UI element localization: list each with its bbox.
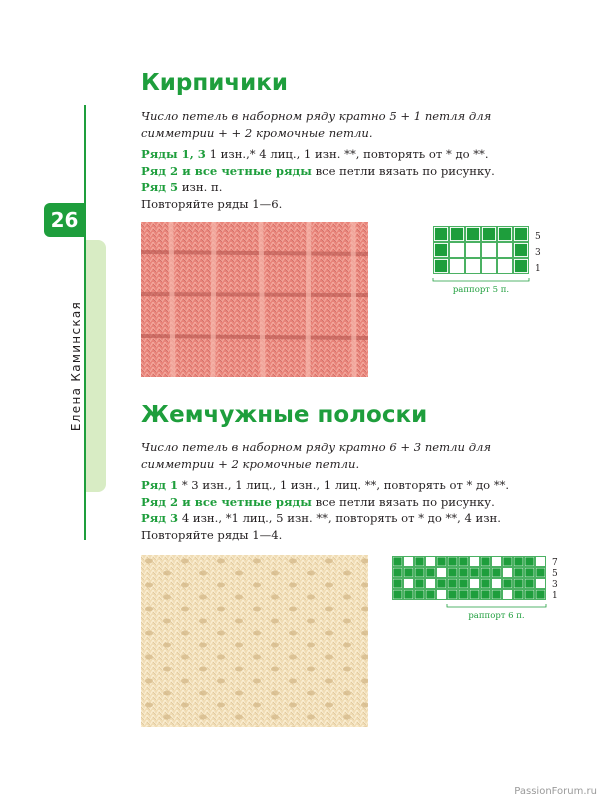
purl-stitch-mark (451, 228, 463, 240)
repeat-bracket (433, 278, 529, 281)
purl-stitch-mark (525, 579, 533, 587)
purl-stitch-mark (481, 557, 489, 565)
chart-cell (450, 243, 465, 258)
purl-stitch-mark (437, 579, 445, 587)
pattern1-chart-svg (433, 226, 543, 295)
chart-cell (404, 579, 414, 589)
chart-cell (437, 590, 447, 600)
chart-cell (404, 557, 414, 567)
row-label: Ряд 5 (141, 180, 179, 194)
row-text: все петли вязать по рисунку. (315, 163, 495, 178)
purl-stitch-mark (426, 590, 434, 598)
purl-stitch-mark (448, 568, 456, 576)
chart-row-number: 1 (552, 590, 558, 601)
purl-stitch-mark (481, 568, 489, 576)
chart-cell (450, 259, 465, 274)
row-text: изн. п. (181, 180, 223, 194)
purl-stitch-mark (459, 557, 467, 565)
purl-stitch-mark (503, 579, 511, 587)
purl-stitch-mark (514, 568, 522, 576)
pattern1-instructions (141, 108, 561, 212)
row-label: Ряд 3 (141, 511, 179, 525)
chart-row-number: 3 (535, 247, 541, 258)
purl-stitch-mark (448, 579, 456, 587)
chart-cell (426, 557, 436, 567)
pattern2-chart-svg (392, 556, 562, 621)
chart-cell (498, 243, 513, 258)
pattern1-photo (141, 222, 368, 377)
pattern1-repeat: Повторяйте ряды 1—6. (141, 196, 283, 211)
chart-cell (492, 579, 502, 589)
chart-row-number: 7 (552, 557, 558, 568)
pattern2-photo (141, 555, 368, 727)
purl-stitch-mark (525, 590, 533, 598)
purl-stitch-mark (415, 579, 423, 587)
pattern1-title: Кирпичики (141, 70, 289, 96)
purl-stitch-mark (404, 568, 412, 576)
purl-stitch-mark (467, 228, 479, 240)
purl-stitch-mark (525, 568, 533, 576)
purl-stitch-mark (514, 557, 522, 565)
pattern2-row-1 (141, 477, 561, 494)
chart-cell (470, 557, 480, 567)
purl-stitch-mark (499, 228, 511, 240)
pattern1-row-2 (141, 163, 561, 180)
chart-cell (466, 243, 481, 258)
purl-stitch-mark (393, 557, 401, 565)
chart-row-number: 1 (535, 263, 541, 274)
pattern2-repeat: Повторяйте ряды 1—4. (141, 527, 283, 542)
purl-stitch-mark (435, 228, 447, 240)
purl-stitch-mark (481, 590, 489, 598)
pattern2-instructions (141, 439, 561, 543)
purl-stitch-mark (536, 590, 544, 598)
chart-cell (503, 590, 513, 600)
purl-stitch-mark (503, 557, 511, 565)
chart-cell (492, 557, 502, 567)
row-text: 1 изн.,* 4 лиц., 1 изн. **, повторять от * до **. (209, 147, 489, 161)
pattern2-chart (392, 556, 562, 621)
repeat-label: раппорт 5 п. (452, 285, 510, 295)
purl-stitch-mark (470, 568, 478, 576)
purl-stitch-mark (515, 228, 527, 240)
chart-cell (536, 579, 546, 589)
chart-cell (482, 259, 497, 274)
purl-stitch-mark (515, 260, 527, 272)
purl-stitch-mark (415, 590, 423, 598)
chart-cell (498, 259, 513, 274)
purl-stitch-mark (415, 557, 423, 565)
purl-stitch-mark (435, 244, 447, 256)
purl-stitch-mark (393, 590, 401, 598)
purl-stitch-mark (514, 590, 522, 598)
purl-stitch-mark (393, 579, 401, 587)
chart-cell (536, 557, 546, 567)
pattern2-title: Жемчужные полоски (141, 402, 428, 428)
purl-stitch-mark (393, 568, 401, 576)
row-text: * 3 изн., 1 лиц., 1 изн., 1 лиц. **, повторять от * до **. (181, 478, 510, 492)
row-text: все петли вязать по рисунку. (315, 494, 495, 509)
purl-stitch-mark (514, 579, 522, 587)
purl-stitch-mark (492, 590, 500, 598)
chart-cell (466, 259, 481, 274)
purl-stitch-mark (459, 568, 467, 576)
chart-row-number: 5 (552, 568, 558, 579)
purl-stitch-mark (437, 557, 445, 565)
purl-stitch-mark (459, 590, 467, 598)
purl-stitch-mark (481, 579, 489, 587)
chart-cell (470, 579, 480, 589)
chart-cell (437, 568, 447, 578)
chart-cell (426, 579, 436, 589)
repeat-bracket (447, 604, 546, 607)
purl-stitch-mark (459, 579, 467, 587)
purl-stitch-mark (470, 590, 478, 598)
row-label: Ряд 2 и все четные ряды (141, 163, 312, 178)
pattern1-chart (433, 226, 543, 295)
purl-stitch-mark (448, 557, 456, 565)
purl-stitch-mark (415, 568, 423, 576)
author-name: Елена Каминская (69, 300, 83, 432)
purl-stitch-mark (404, 590, 412, 598)
purl-stitch-mark (426, 568, 434, 576)
pattern1-row-3 (141, 179, 561, 196)
page-number: 26 (44, 203, 85, 237)
pattern2-row-2 (141, 494, 561, 511)
purl-stitch-mark (435, 260, 447, 272)
repeat-label: раппорт 6 п. (468, 611, 525, 621)
row-text: 4 изн., *1 лиц., 5 изн. **, повторять от * до **, 4 изн. (181, 511, 501, 525)
chart-row-number: 3 (552, 579, 558, 590)
row-label: Ряд 1 (141, 478, 179, 492)
pattern1-row-1 (141, 146, 561, 163)
purl-stitch-mark (492, 568, 500, 576)
purl-stitch-mark (448, 590, 456, 598)
pattern2-row-3 (141, 510, 561, 527)
purl-stitch-mark (515, 244, 527, 256)
pattern1-note: Число петель в наборном ряду кратно 5 + 1 петля для симметрии + + 2 кромочные петли. (141, 109, 492, 140)
purl-stitch-mark (536, 568, 544, 576)
pattern2-note: Число петель в наборном ряду кратно 6 + 3 петли для симметрии + 2 кромочные петли. (141, 440, 492, 471)
chart-cell (482, 243, 497, 258)
purl-stitch-mark (525, 557, 533, 565)
chart-row-number: 5 (535, 231, 541, 242)
chart-cell (503, 568, 513, 578)
footer-watermark: PassionForum.ru (514, 786, 597, 797)
row-label: Ряды 1, 3 (141, 147, 206, 161)
row-label: Ряд 2 и все четные ряды (141, 494, 312, 509)
author-tab (86, 240, 106, 492)
purl-stitch-mark (483, 228, 495, 240)
